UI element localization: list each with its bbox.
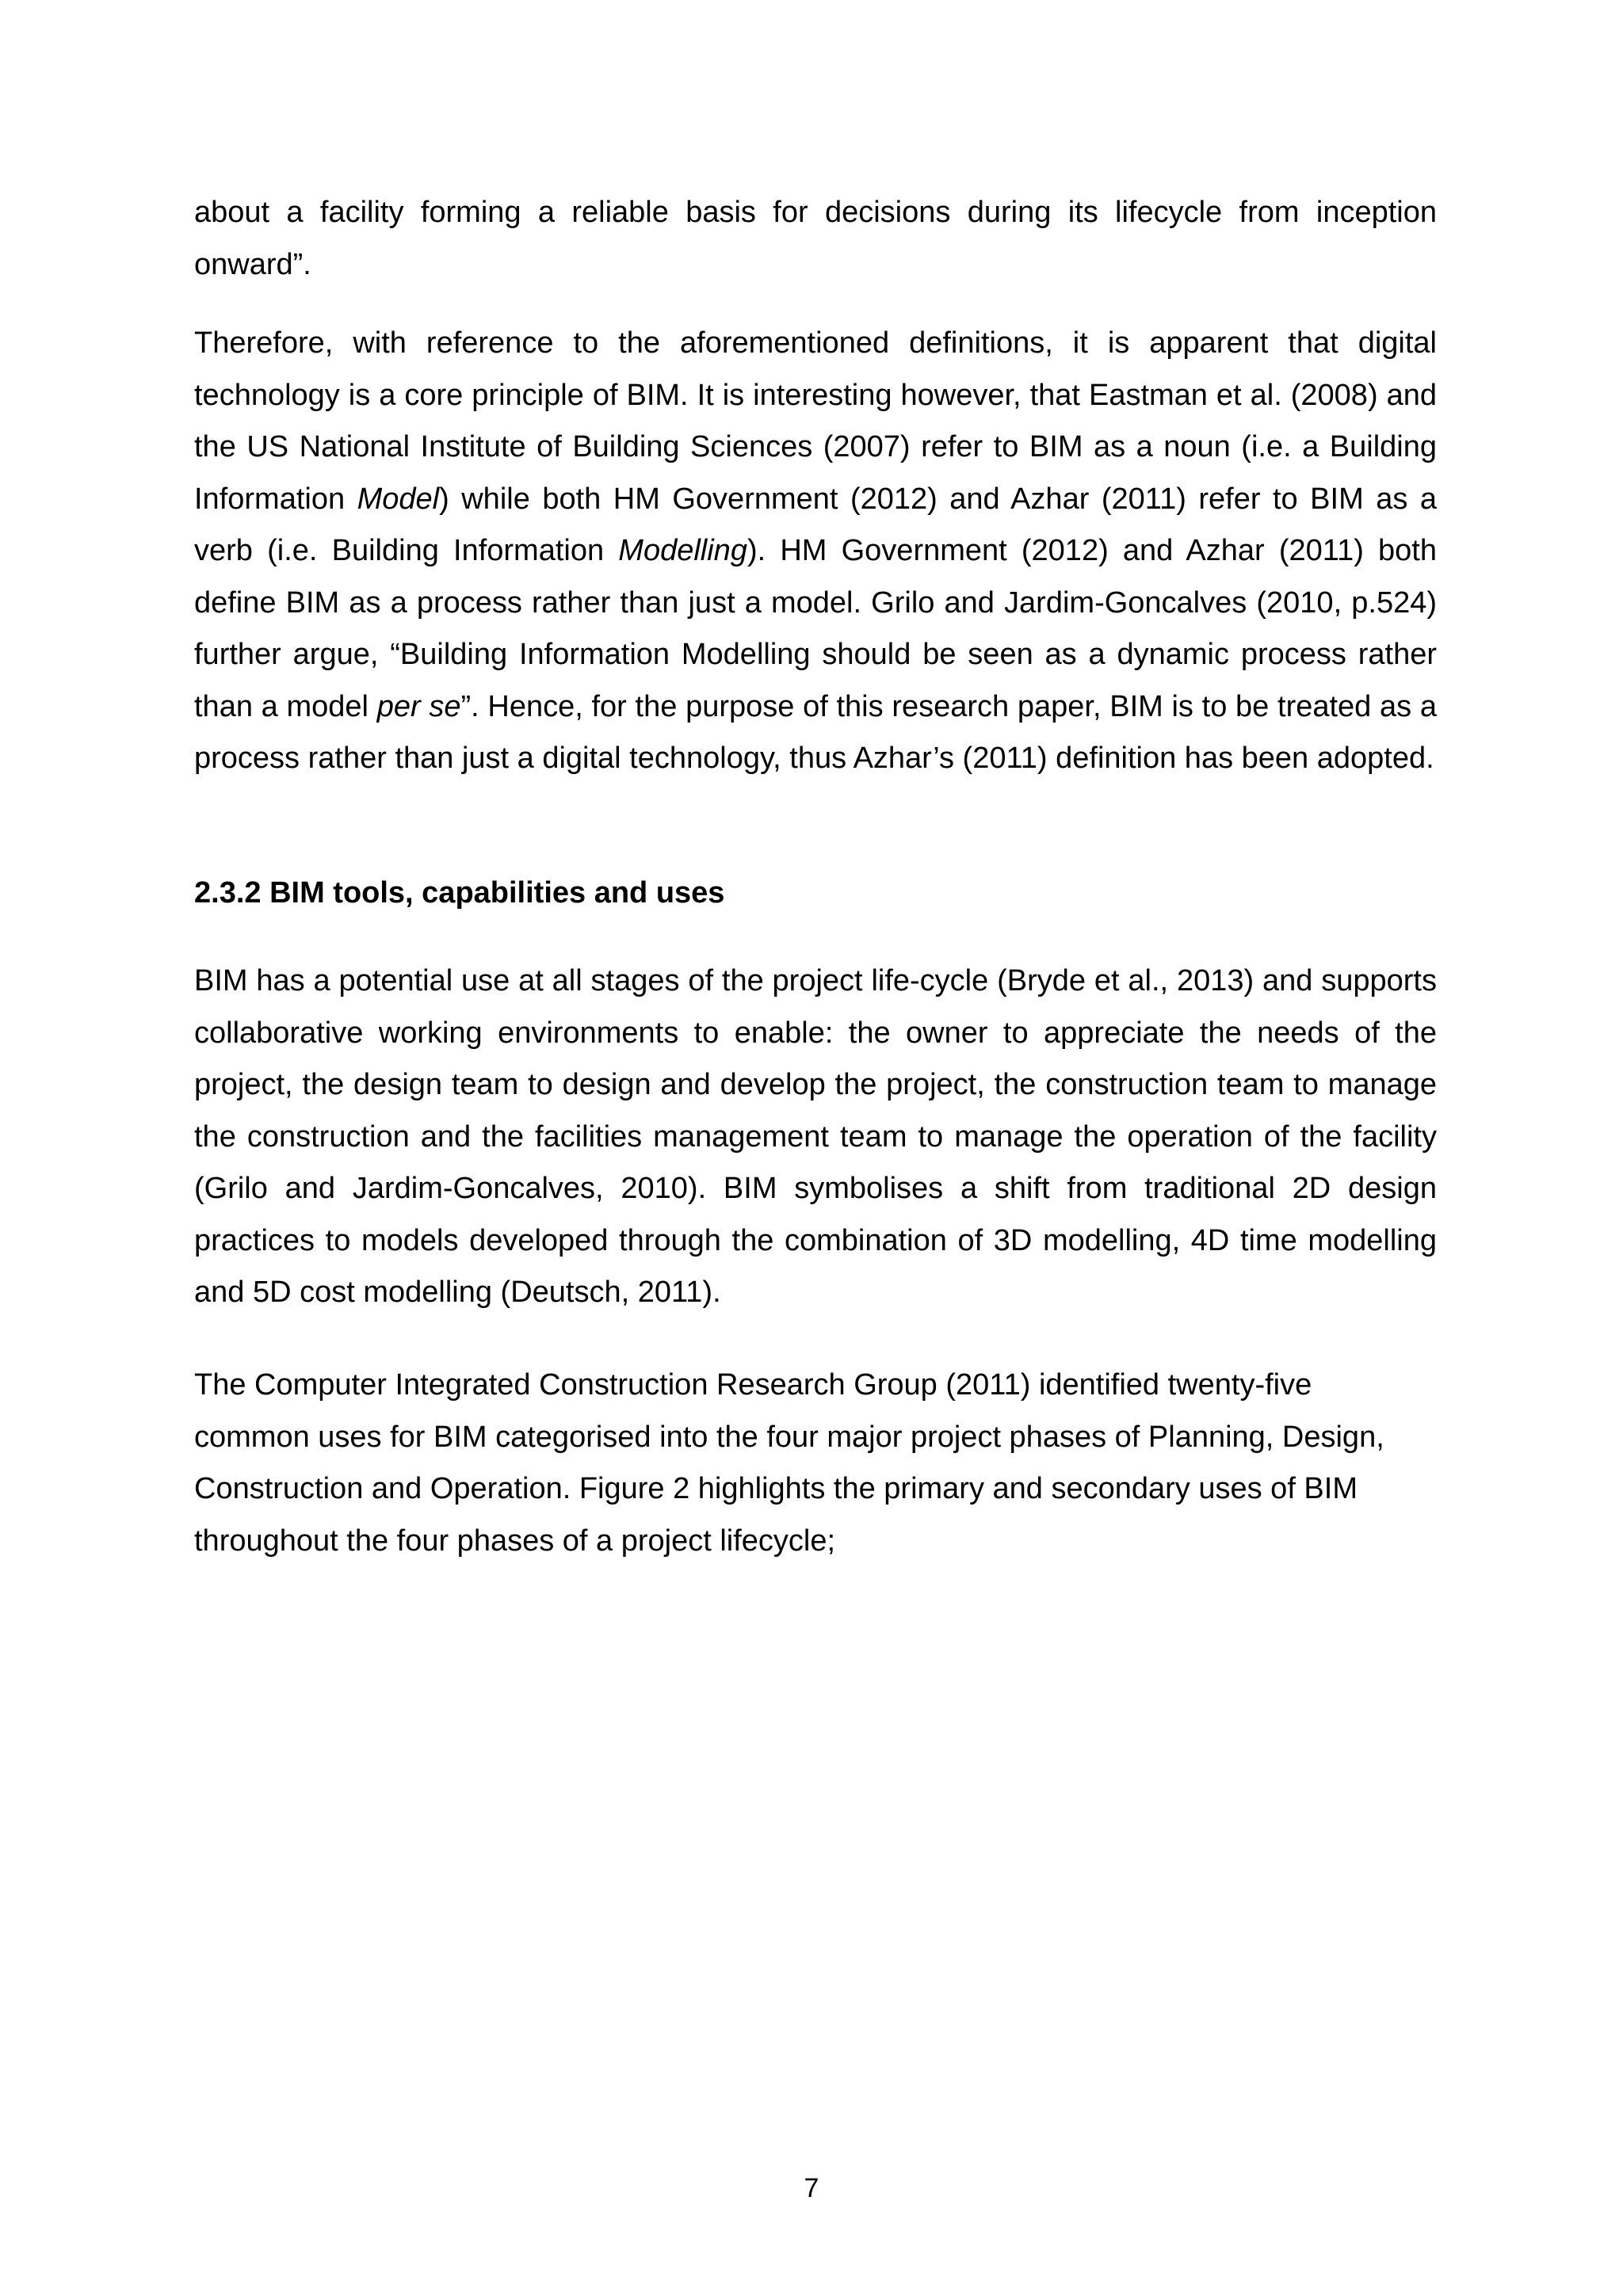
paragraph-text-segment: Therefore, with reference to the aforementioned definitions, it is apparent that digital technology is a core principle of BIM. It is interesting however, that Eastman et al. (2008) and the US National Institute of Building Sciences (2007) refer to BIM as a noun (i.e. a Building Information [194, 326, 1437, 516]
paragraph-research-group [194, 1360, 1437, 1567]
paragraph-text-segment: ) while both HM Government (2012) and Azhar (2011) refer to BIM as a verb (i.e. Building Information [194, 482, 1437, 567]
italic-term-per-se: per se [376, 689, 461, 723]
paragraph-bim-definitions [194, 318, 1437, 785]
section-heading: 2.3.2 BIM tools, capabilities and uses [194, 876, 725, 910]
paragraph-continuation: about a facility forming a reliable basis for decisions during its lifecycle from inception onward”. [194, 196, 1437, 281]
italic-term-model: Model [357, 482, 440, 516]
italic-term-modelling: Modelling [618, 534, 747, 567]
paragraph-line: throughout the four phases of a project lifecycle; [194, 1524, 836, 1558]
paragraph-text-segment: ). HM Government (2012) and Azhar (2011) both define BIM as a process rather than just a model. Grilo and Jardim-Goncalves (2010, p.524) further argue, “Building Information Modelling should be seen as a dynamic process rather than a model [194, 534, 1438, 723]
paragraph-text-segment: ”. Hence, for the purpose of this research paper, BIM is to be treated as a process rather than just a digital technology, thus Azhar’s (2011) definition has been adopted. [194, 689, 1437, 775]
page-number: 7 [804, 2173, 819, 2203]
paragraph-line: The Computer Integrated Construction Research Group (2011) identified twenty-five [194, 1368, 1312, 1402]
paragraph-line: common uses for BIM categorised into the four major project phases of Planning, Design, [194, 1420, 1384, 1454]
paragraph-line: Construction and Operation. Figure 2 highlights the primary and secondary uses of BIM [194, 1472, 1358, 1505]
paragraph-bim-uses: BIM has a potential use at all stages of the project life-cycle (Bryde et al., 2013) and supports collaborative working environments to enable: the owner to appreciate the needs of the project, the design team to design and develop the project, the construction team to manage the construction and the facilities management team to manage the operation of the facility (Grilo and Jardim-Goncalves, 2010). BIM symbolises a shift from traditional 2D design practices to models developed through the combination of 3D modelling, 4D time modelling and 5D cost modelling (Deutsch, 2011). [194, 964, 1437, 1309]
